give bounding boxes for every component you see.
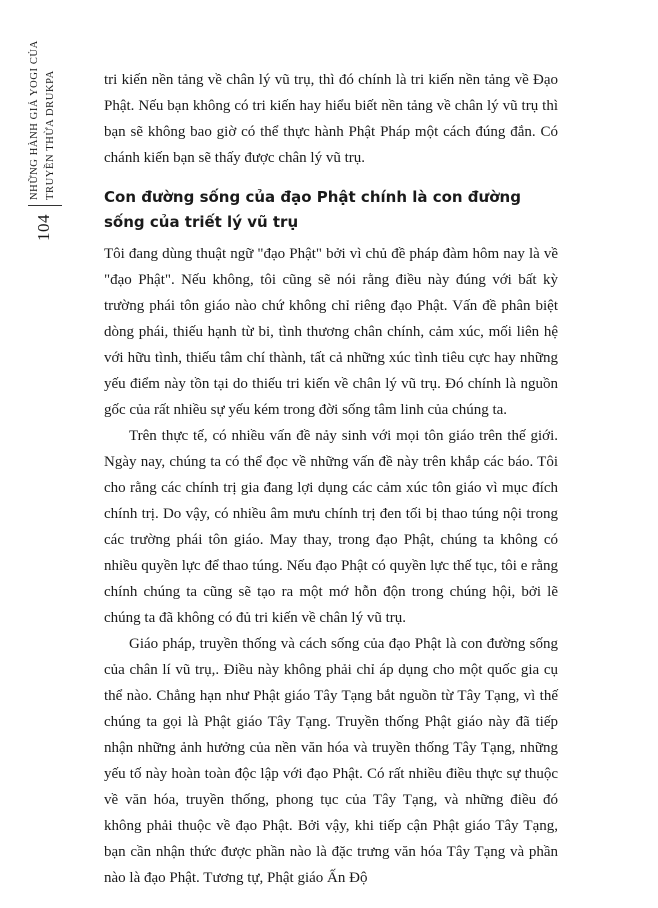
book-title-line-2: TRUYỀN THỪA DRUKPA <box>45 70 56 200</box>
running-header <box>20 24 70 254</box>
paragraph: Giáo pháp, truyền thống và cách sống của đạo Phật là con đường sống của chân lí vũ trụ,. Điều này không phải chỉ áp dụng cho một quốc gia cụ thể nào. Chẳng hạn như Phật giáo Tây Tạng bắt nguồn từ Tây Tạng, vì thế chúng ta gọi là Phật giáo Tây Tạng. Truyền thống Phật giáo này đã tiếp nhận những ảnh hưởng của nền văn hóa và truyền thống Tây Tạng, những yếu tố này hoàn toàn độc lập với đạo Phật. Có rất nhiều điều thực sự thuộc về văn hóa, truyền thống, phong tục của Tây Tạng, và những điều đó không phải thuộc về đạo Phật. Bởi vậy, khi tiếp cận Phật giáo Tây Tạng, bạn cần nhận thức được phần nào là đặc trưng văn hóa Tây Tạng và phần nào là đạo Phật. Tương tự, Phật giáo Ấn Độ <box>104 636 558 886</box>
book-title <box>27 40 59 200</box>
header-divider <box>28 205 62 206</box>
section-heading: Con đường sống của đạo Phật chính là con đường sống của triết lý vũ trụ <box>104 188 521 231</box>
page-body <box>104 67 558 891</box>
book-title-line-1: NHỮNG HÀNH GIẢ YOGI CỦA <box>29 40 40 200</box>
paragraph: Trên thực tế, có nhiều vấn đề nảy sinh với mọi tôn giáo trên thế giới. Ngày nay, chúng ta có thể đọc về những vấn đề này trên khắp các báo. Tôi cho rằng các chính trị gia đang lợi dụng các cảm xúc tôn giáo vì mục đích chính trị. Do vậy, có nhiều âm mưu chính trị đen tối bị thao túng nội trong các trường phái tôn giáo. May thay, trong đạo Phật, chúng ta không có nhiều quyền lực để thao túng. Nếu đạo Phật có quyền lực thế tục, tôi e rằng chính chúng ta cũng sẽ tạo ra một mớ hỗn độn trong chúng hội, bởi lẽ chúng ta đã không có đủ tri kiến về chân lý vũ trụ. <box>104 428 558 626</box>
paragraph: Tôi đang dùng thuật ngữ "đạo Phật" bởi vì chủ đề pháp đàm hôm nay là về "đạo Phật". Nếu không, tôi cũng sẽ nói rằng điều này đúng với bất kỳ trường phái tôn giáo nào chứ không chỉ riêng đạo Phật. Vấn đề phân biệt dòng phái, thiếu hạnh từ bi, tình thương chân chính, cảm xúc, mối liên hệ với hữu tình, thiếu tâm chí thành, tất cả những xúc tình tiêu cực hay những yếu điểm này tồn tại do thiếu tri kiến về chân lý vũ trụ. Đó chính là nguồn gốc của rất nhiều sự yếu kém trong đời sống tâm linh của chúng ta. <box>104 246 558 418</box>
paragraph-continued: tri kiến nền tảng về chân lý vũ trụ, thì đó chính là tri kiến nền tảng về Đạo Phật. Nếu bạn không có tri kiến hay hiểu biết nền tảng về chân lý vũ trụ thì bạn sẽ không bao giờ có thể thực hành Phật Pháp một cách đúng đắn. Có chánh kiến bạn sẽ thấy được chân lý vũ trụ. <box>104 72 558 166</box>
page-number: 104 <box>34 214 53 241</box>
